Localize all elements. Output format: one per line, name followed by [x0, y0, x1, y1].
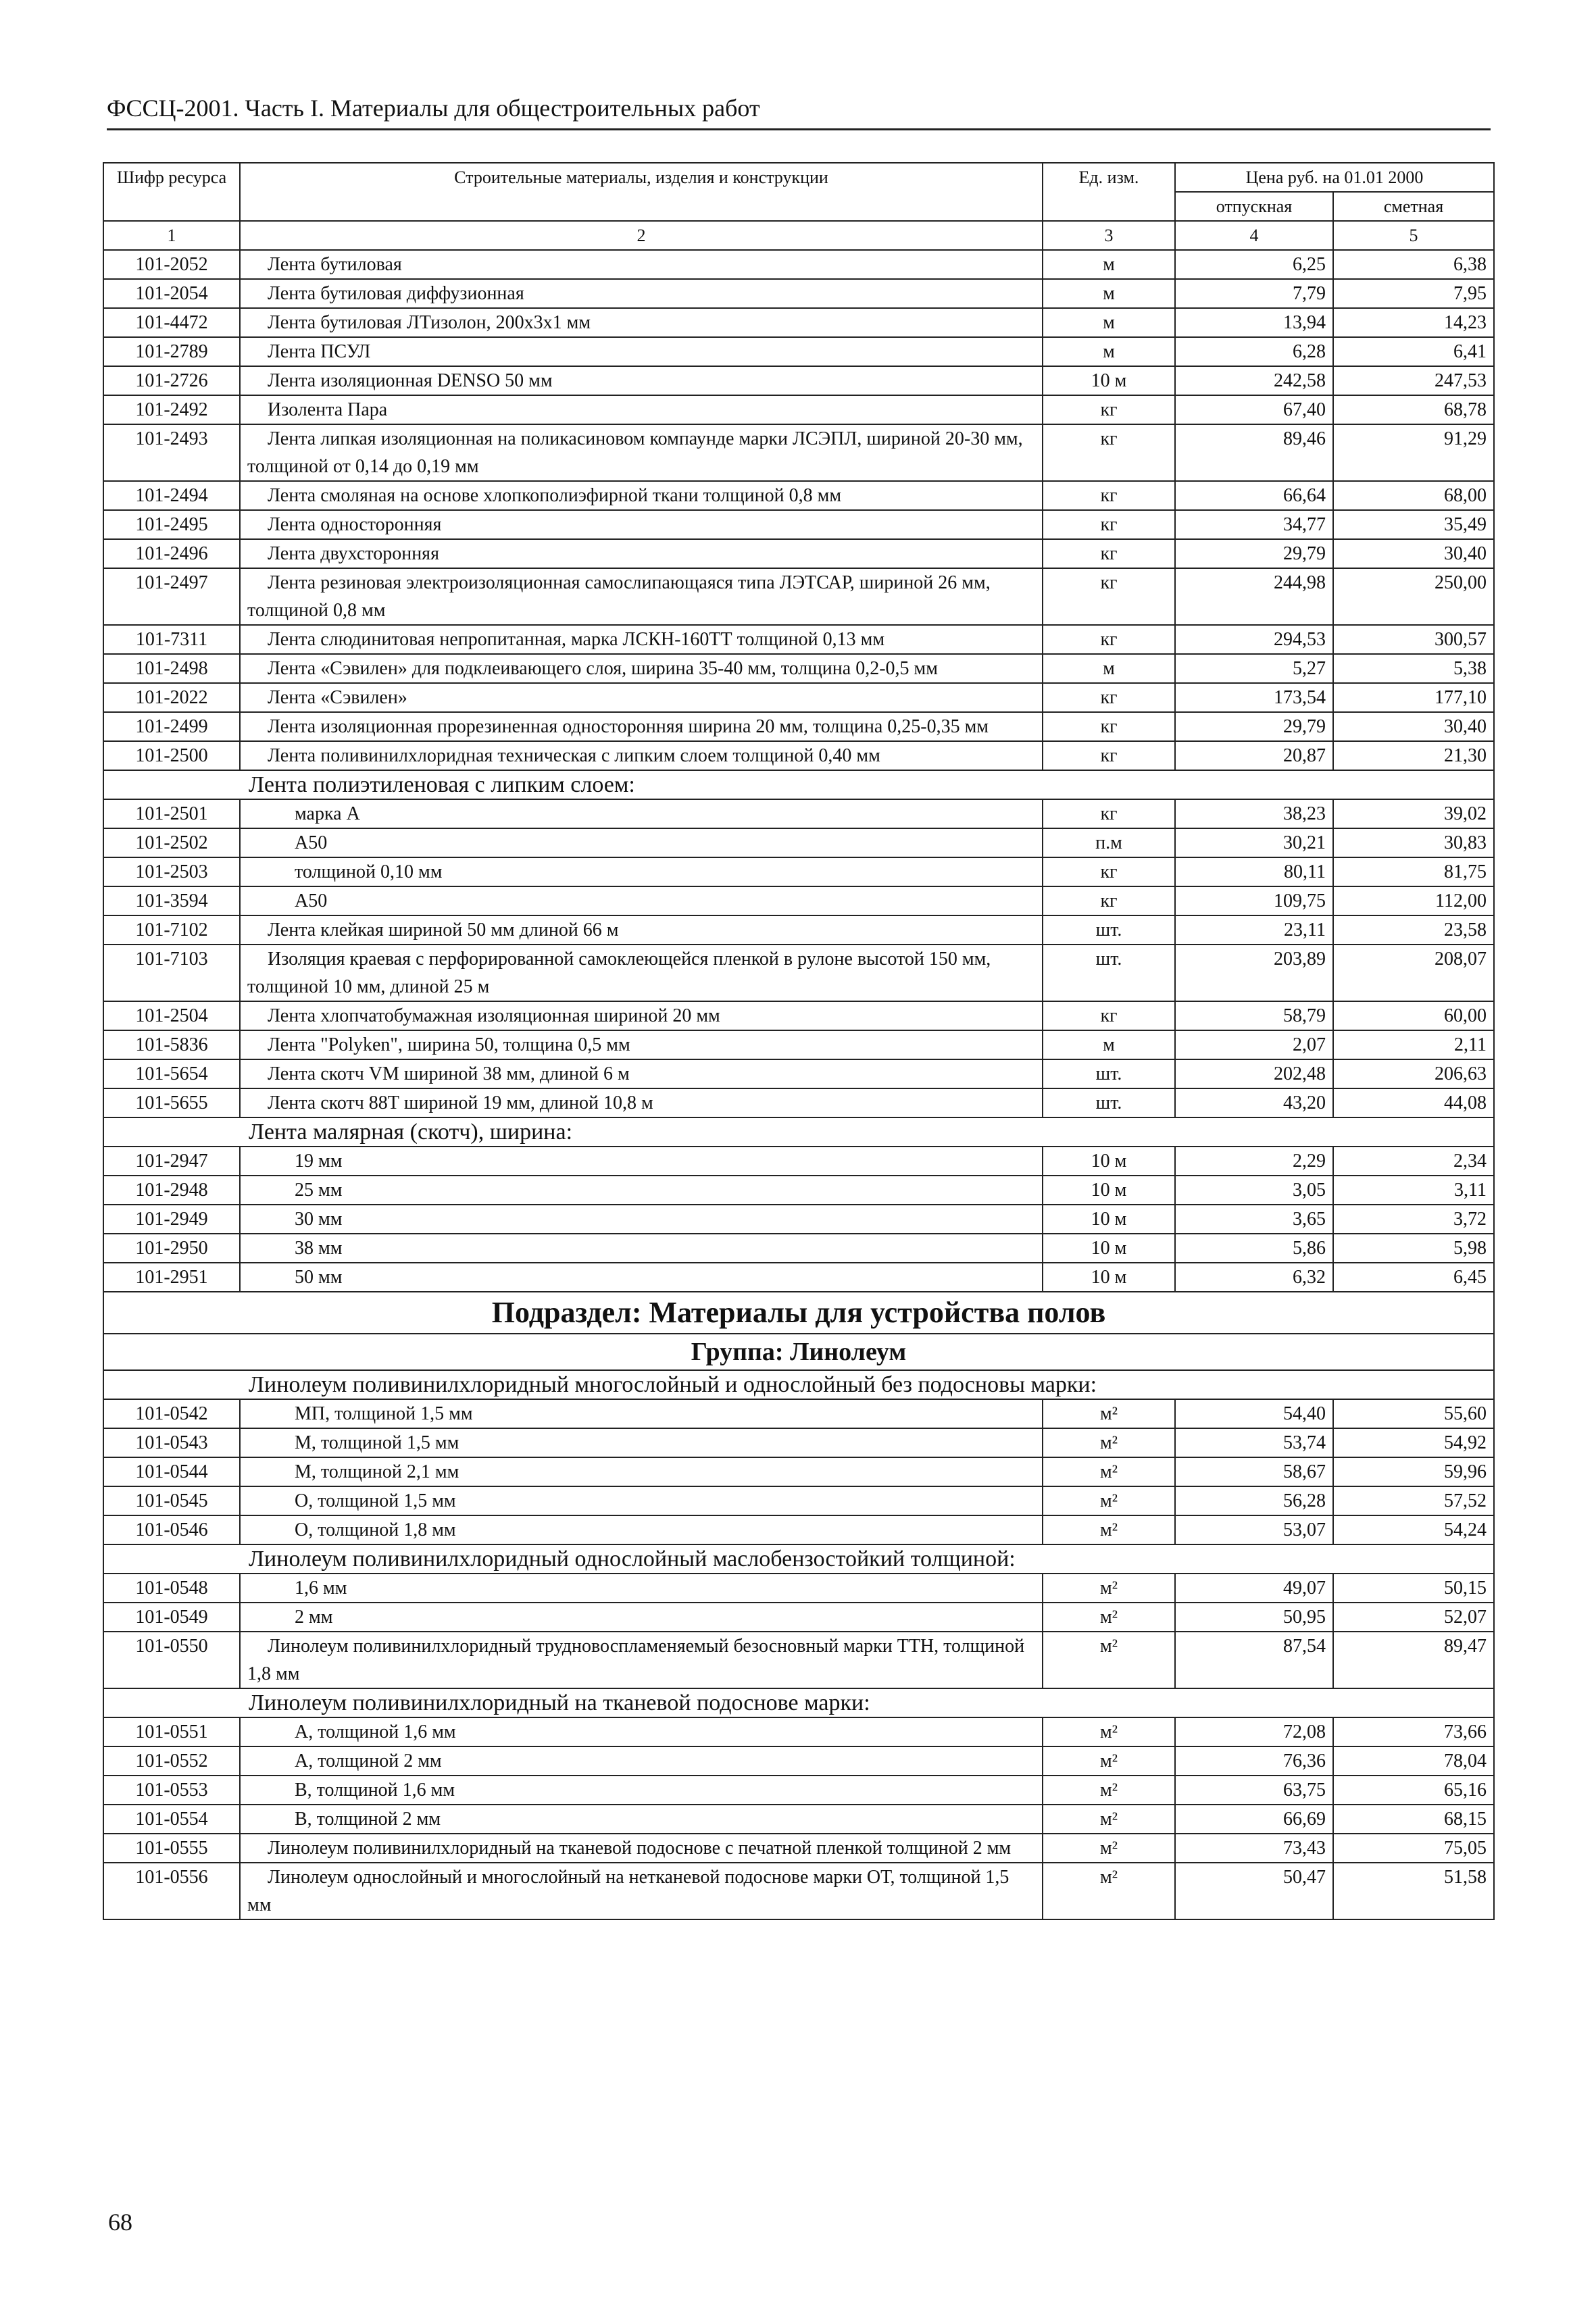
unit-cell: м [1043, 250, 1175, 279]
table-row [103, 1205, 1494, 1234]
release-price: 29,79 [1175, 712, 1333, 741]
unit-cell: кг [1043, 886, 1175, 915]
release-price: 50,47 [1175, 1863, 1333, 1919]
estimate-price: 208,07 [1333, 945, 1494, 1001]
estimate-price: 50,15 [1333, 1574, 1494, 1603]
resource-code: 101-7102 [103, 915, 240, 945]
material-name: Лента изоляционная DENSO 50 мм [240, 366, 1043, 395]
material-name: Лента скотч 88Т шириной 19 мм, длиной 10,8 м [240, 1088, 1043, 1117]
table-row [103, 279, 1494, 308]
group-heading-row [103, 770, 1494, 799]
release-price: 73,43 [1175, 1834, 1333, 1863]
resource-code: 101-2498 [103, 654, 240, 683]
estimate-price: 177,10 [1333, 683, 1494, 712]
unit-cell: м² [1043, 1632, 1175, 1688]
table-row [103, 654, 1494, 683]
unit-cell: м² [1043, 1717, 1175, 1746]
release-price: 67,40 [1175, 395, 1333, 424]
table-row [103, 337, 1494, 366]
table-row [103, 1717, 1494, 1746]
resource-code: 101-2052 [103, 250, 240, 279]
col-number: 2 [240, 221, 1043, 250]
release-price: 13,94 [1175, 308, 1333, 337]
unit-cell: кг [1043, 625, 1175, 654]
table-row [103, 1515, 1494, 1544]
release-price: 76,36 [1175, 1746, 1333, 1776]
table-row [103, 1834, 1494, 1863]
material-name: Лента двухсторонняя [240, 539, 1043, 568]
table-row [103, 1263, 1494, 1292]
col-number: 4 [1175, 221, 1333, 250]
table-row [103, 250, 1494, 279]
group-heading-row [103, 1544, 1494, 1574]
col-number: 3 [1043, 221, 1175, 250]
release-price: 43,20 [1175, 1088, 1333, 1117]
resource-code: 101-0549 [103, 1603, 240, 1632]
release-price: 3,65 [1175, 1205, 1333, 1234]
unit-cell: кг [1043, 683, 1175, 712]
col-header-code: Шифр ресурса [103, 163, 240, 221]
unit-cell: м [1043, 654, 1175, 683]
release-price: 58,67 [1175, 1457, 1333, 1486]
col-number: 1 [103, 221, 240, 250]
material-name: Лента изоляционная прорезиненная односторонняя ширина 20 мм, толщина 0,25-0,35 мм [240, 712, 1043, 741]
section-heading-row [103, 1292, 1494, 1334]
material-name: Изолента Пара [240, 395, 1043, 424]
resource-code: 101-2054 [103, 279, 240, 308]
resource-code: 101-2502 [103, 828, 240, 857]
unit-cell: м² [1043, 1428, 1175, 1457]
resource-code: 101-2492 [103, 395, 240, 424]
table-row [103, 683, 1494, 712]
unit-cell: шт. [1043, 1059, 1175, 1088]
table-row [103, 799, 1494, 828]
release-price: 54,40 [1175, 1399, 1333, 1428]
resource-code: 101-2499 [103, 712, 240, 741]
resource-code: 101-2950 [103, 1234, 240, 1263]
table-row [103, 828, 1494, 857]
release-price: 5,27 [1175, 654, 1333, 683]
unit-cell: кг [1043, 857, 1175, 886]
table-row [103, 424, 1494, 481]
estimate-price: 89,47 [1333, 1632, 1494, 1688]
resource-code: 101-7103 [103, 945, 240, 1001]
table-row [103, 1088, 1494, 1117]
table-row [103, 1457, 1494, 1486]
resource-code: 101-0546 [103, 1515, 240, 1544]
resource-code: 101-0556 [103, 1863, 240, 1919]
estimate-price: 35,49 [1333, 510, 1494, 539]
unit-cell: 10 м [1043, 366, 1175, 395]
resource-code: 101-2497 [103, 568, 240, 625]
unit-cell: шт. [1043, 915, 1175, 945]
estimate-price: 73,66 [1333, 1717, 1494, 1746]
resource-code: 101-0555 [103, 1834, 240, 1863]
material-name: 30 мм [240, 1205, 1043, 1234]
material-name: Лента «Сэвилен» для подклеивающего слоя, ширина 35-40 мм, толщина 0,2-0,5 мм [240, 654, 1043, 683]
unit-cell: кг [1043, 712, 1175, 741]
estimate-price: 51,58 [1333, 1863, 1494, 1919]
material-name: 1,6 мм [240, 1574, 1043, 1603]
resource-code: 101-0545 [103, 1486, 240, 1515]
estimate-price: 68,15 [1333, 1805, 1494, 1834]
unit-cell: кг [1043, 510, 1175, 539]
group-heading-row [103, 1688, 1494, 1717]
table-row [103, 395, 1494, 424]
resource-code: 101-0554 [103, 1805, 240, 1834]
unit-cell: м [1043, 337, 1175, 366]
estimate-price: 60,00 [1333, 1001, 1494, 1030]
unit-cell: шт. [1043, 1088, 1175, 1117]
table-row [103, 1428, 1494, 1457]
section-heading: Подраздел: Материалы для устройства полов [103, 1292, 1494, 1334]
resource-code: 101-2503 [103, 857, 240, 886]
estimate-price: 23,58 [1333, 915, 1494, 945]
unit-cell: кг [1043, 395, 1175, 424]
estimate-price: 44,08 [1333, 1088, 1494, 1117]
table-row [103, 1234, 1494, 1263]
release-price: 29,79 [1175, 539, 1333, 568]
group-heading: Лента полиэтиленовая с липким слоем: [103, 770, 1494, 799]
material-name: 19 мм [240, 1147, 1043, 1176]
table-row [103, 1399, 1494, 1428]
estimate-price: 78,04 [1333, 1746, 1494, 1776]
material-name: М, толщиной 1,5 мм [240, 1428, 1043, 1457]
release-price: 6,28 [1175, 337, 1333, 366]
release-price: 38,23 [1175, 799, 1333, 828]
resource-code: 101-0551 [103, 1717, 240, 1746]
release-price: 49,07 [1175, 1574, 1333, 1603]
resource-code: 101-2494 [103, 481, 240, 510]
material-name: А, толщиной 2 мм [240, 1746, 1043, 1776]
table-row [103, 539, 1494, 568]
table-row [103, 1574, 1494, 1603]
table-row [103, 1805, 1494, 1834]
release-price: 109,75 [1175, 886, 1333, 915]
estimate-price: 52,07 [1333, 1603, 1494, 1632]
estimate-price: 30,40 [1333, 712, 1494, 741]
release-price: 294,53 [1175, 625, 1333, 654]
resource-code: 101-0553 [103, 1776, 240, 1805]
release-price: 58,79 [1175, 1001, 1333, 1030]
col-header-unit: Ед. изм. [1043, 163, 1175, 221]
material-name: марка А [240, 799, 1043, 828]
release-price: 6,25 [1175, 250, 1333, 279]
estimate-price: 81,75 [1333, 857, 1494, 886]
resource-code: 101-5655 [103, 1088, 240, 1117]
material-name: Лента ПСУЛ [240, 337, 1043, 366]
material-name: Лента бутиловая ЛТизолон, 200x3x1 мм [240, 308, 1043, 337]
resource-code: 101-0552 [103, 1746, 240, 1776]
col-number: 5 [1333, 221, 1494, 250]
material-name: Лента скотч VM шириной 38 мм, длиной 6 м [240, 1059, 1043, 1088]
resource-code: 101-2493 [103, 424, 240, 481]
estimate-price: 2,11 [1333, 1030, 1494, 1059]
estimate-price: 55,60 [1333, 1399, 1494, 1428]
unit-cell: м² [1043, 1486, 1175, 1515]
material-name: МП, толщиной 1,5 мм [240, 1399, 1043, 1428]
release-price: 80,11 [1175, 857, 1333, 886]
material-name: 38 мм [240, 1234, 1043, 1263]
estimate-price: 21,30 [1333, 741, 1494, 770]
subgroup-heading-row [103, 1334, 1494, 1370]
unit-cell: м² [1043, 1746, 1175, 1776]
group-heading: Лента малярная (скотч), ширина: [103, 1117, 1494, 1147]
group-heading: Линолеум поливинилхлоридный многослойный и однослойный без подосновы марки: [103, 1370, 1494, 1399]
material-name: Лента клейкая шириной 50 мм длиной 66 м [240, 915, 1043, 945]
table-row [103, 741, 1494, 770]
estimate-price: 6,45 [1333, 1263, 1494, 1292]
material-name: А50 [240, 886, 1043, 915]
material-name: толщиной 0,10 мм [240, 857, 1043, 886]
unit-cell: кг [1043, 424, 1175, 481]
table-row [103, 1746, 1494, 1776]
estimate-price: 68,78 [1333, 395, 1494, 424]
table-row [103, 1863, 1494, 1919]
unit-cell: м [1043, 1030, 1175, 1059]
estimate-price: 7,95 [1333, 279, 1494, 308]
estimate-price: 68,00 [1333, 481, 1494, 510]
unit-cell: 10 м [1043, 1147, 1175, 1176]
estimate-price: 39,02 [1333, 799, 1494, 828]
resource-code: 101-0550 [103, 1632, 240, 1688]
col-header-price-release: отпускная [1175, 192, 1333, 221]
table-row [103, 1001, 1494, 1030]
unit-cell: кг [1043, 741, 1175, 770]
table-row [103, 1603, 1494, 1632]
unit-cell: м [1043, 279, 1175, 308]
estimate-price: 6,38 [1333, 250, 1494, 279]
group-heading-row [103, 1370, 1494, 1399]
material-name: 50 мм [240, 1263, 1043, 1292]
material-name: Лента хлопчатобумажная изоляционная шириной 20 мм [240, 1001, 1043, 1030]
resource-code: 101-0542 [103, 1399, 240, 1428]
resource-code: 101-2949 [103, 1205, 240, 1234]
table-row [103, 308, 1494, 337]
col-header-price-estimate: сметная [1333, 192, 1494, 221]
material-name: Линолеум однослойный и многослойный на нетканевой подоснове марки ОТ, толщиной 1,5 мм [240, 1863, 1043, 1919]
release-price: 63,75 [1175, 1776, 1333, 1805]
table-row [103, 1486, 1494, 1515]
unit-cell: м² [1043, 1603, 1175, 1632]
table-row [103, 886, 1494, 915]
release-price: 72,08 [1175, 1717, 1333, 1746]
resource-code: 101-7311 [103, 625, 240, 654]
material-name: Лента бутиловая [240, 250, 1043, 279]
release-price: 30,21 [1175, 828, 1333, 857]
material-name: Лента слюдинитовая непропитанная, марка ЛСКН-160ТТ толщиной 0,13 мм [240, 625, 1043, 654]
estimate-price: 59,96 [1333, 1457, 1494, 1486]
unit-cell: 10 м [1043, 1234, 1175, 1263]
material-name: Линолеум поливинилхлоридный на тканевой подоснове с печатной пленкой толщиной 2 мм [240, 1834, 1043, 1863]
estimate-price: 54,24 [1333, 1515, 1494, 1544]
unit-cell: 10 м [1043, 1205, 1175, 1234]
resource-code: 101-0544 [103, 1457, 240, 1486]
table-row [103, 481, 1494, 510]
release-price: 53,07 [1175, 1515, 1333, 1544]
unit-cell: м² [1043, 1805, 1175, 1834]
release-price: 5,86 [1175, 1234, 1333, 1263]
table-row [103, 568, 1494, 625]
table-body [103, 250, 1494, 1919]
release-price: 7,79 [1175, 279, 1333, 308]
table-row [103, 1176, 1494, 1205]
col-header-price: Цена руб. на 01.01 2000 [1175, 163, 1494, 192]
release-price: 6,32 [1175, 1263, 1333, 1292]
material-name: В, толщиной 1,6 мм [240, 1776, 1043, 1805]
estimate-price: 75,05 [1333, 1834, 1494, 1863]
table-row [103, 1030, 1494, 1059]
page-header: ФССЦ-2001. Часть I. Материалы для общестроительных работ [107, 93, 1491, 130]
group-heading: Линолеум поливинилхлоридный однослойный маслобензостойкий толщиной: [103, 1544, 1494, 1574]
material-name: Лента бутиловая диффузионная [240, 279, 1043, 308]
resource-code: 101-2726 [103, 366, 240, 395]
resource-code: 101-5654 [103, 1059, 240, 1088]
resource-code: 101-2500 [103, 741, 240, 770]
material-name: 2 мм [240, 1603, 1043, 1632]
page-number: 68 [108, 2209, 132, 2236]
col-header-name: Строительные материалы, изделия и конструкции [240, 163, 1043, 221]
table-row [103, 1632, 1494, 1688]
table-row [103, 366, 1494, 395]
resource-code: 101-0543 [103, 1428, 240, 1457]
table-row [103, 1059, 1494, 1088]
estimate-price: 6,41 [1333, 337, 1494, 366]
estimate-price: 5,38 [1333, 654, 1494, 683]
release-price: 66,69 [1175, 1805, 1333, 1834]
estimate-price: 14,23 [1333, 308, 1494, 337]
estimate-price: 112,00 [1333, 886, 1494, 915]
resource-code: 101-3594 [103, 886, 240, 915]
material-name: 25 мм [240, 1176, 1043, 1205]
resource-code: 101-2022 [103, 683, 240, 712]
group-heading: Линолеум поливинилхлоридный на тканевой подоснове марки: [103, 1688, 1494, 1717]
estimate-price: 65,16 [1333, 1776, 1494, 1805]
resource-code: 101-2947 [103, 1147, 240, 1176]
unit-cell: кг [1043, 568, 1175, 625]
release-price: 202,48 [1175, 1059, 1333, 1088]
unit-cell: п.м [1043, 828, 1175, 857]
estimate-price: 250,00 [1333, 568, 1494, 625]
table-row [103, 1776, 1494, 1805]
estimate-price: 54,92 [1333, 1428, 1494, 1457]
resource-code: 101-2948 [103, 1176, 240, 1205]
material-name: Лента поливинилхлоридная техническая с липким слоем толщиной 0,40 мм [240, 741, 1043, 770]
estimate-price: 247,53 [1333, 366, 1494, 395]
release-price: 66,64 [1175, 481, 1333, 510]
release-price: 56,28 [1175, 1486, 1333, 1515]
resource-code: 101-4472 [103, 308, 240, 337]
unit-cell: м² [1043, 1776, 1175, 1805]
unit-cell: м² [1043, 1515, 1175, 1544]
release-price: 89,46 [1175, 424, 1333, 481]
release-price: 203,89 [1175, 945, 1333, 1001]
unit-cell: кг [1043, 539, 1175, 568]
material-name: О, толщиной 1,5 мм [240, 1486, 1043, 1515]
release-price: 242,58 [1175, 366, 1333, 395]
material-name: Лента смоляная на основе хлопкополиэфирной ткани толщиной 0,8 мм [240, 481, 1043, 510]
table-row [103, 945, 1494, 1001]
estimate-price: 30,83 [1333, 828, 1494, 857]
estimate-price: 2,34 [1333, 1147, 1494, 1176]
material-name: Лента "Polyken", ширина 50, толщина 0,5 мм [240, 1030, 1043, 1059]
release-price: 23,11 [1175, 915, 1333, 945]
release-price: 53,74 [1175, 1428, 1333, 1457]
unit-cell: м [1043, 308, 1175, 337]
material-name: А, толщиной 1,6 мм [240, 1717, 1043, 1746]
table-row [103, 510, 1494, 539]
resource-code: 101-5836 [103, 1030, 240, 1059]
release-price: 2,29 [1175, 1147, 1333, 1176]
material-name: Линолеум поливинилхлоридный трудновоспламеняемый безосновный марки ТТН, толщиной 1,8 мм [240, 1632, 1043, 1688]
table-row [103, 1147, 1494, 1176]
material-name: Лента односторонняя [240, 510, 1043, 539]
release-price: 173,54 [1175, 683, 1333, 712]
estimate-price: 91,29 [1333, 424, 1494, 481]
material-name: Лента «Сэвилен» [240, 683, 1043, 712]
subgroup-heading: Группа: Линолеум [103, 1334, 1494, 1370]
release-price: 3,05 [1175, 1176, 1333, 1205]
material-name: Изоляция краевая с перфорированной самоклеющейся пленкой в рулоне высотой 150 мм, толщиной 10 мм, длиной 25 м [240, 945, 1043, 1001]
resource-code: 101-2789 [103, 337, 240, 366]
unit-cell: м² [1043, 1574, 1175, 1603]
group-heading-row [103, 1117, 1494, 1147]
resource-code: 101-2951 [103, 1263, 240, 1292]
unit-cell: шт. [1043, 945, 1175, 1001]
unit-cell: кг [1043, 799, 1175, 828]
release-price: 50,95 [1175, 1603, 1333, 1632]
material-name: В, толщиной 2 мм [240, 1805, 1043, 1834]
table-row [103, 915, 1494, 945]
unit-cell: м² [1043, 1399, 1175, 1428]
resource-code: 101-2495 [103, 510, 240, 539]
estimate-price: 30,40 [1333, 539, 1494, 568]
estimate-price: 3,11 [1333, 1176, 1494, 1205]
estimate-price: 3,72 [1333, 1205, 1494, 1234]
release-price: 2,07 [1175, 1030, 1333, 1059]
release-price: 20,87 [1175, 741, 1333, 770]
resource-code: 101-2496 [103, 539, 240, 568]
unit-cell: 10 м [1043, 1263, 1175, 1292]
material-name: Лента липкая изоляционная на поликасиновом компаунде марки ЛСЭПЛ, шириной 20-30 мм, толщиной от 0,14 до 0,19 мм [240, 424, 1043, 481]
estimate-price: 5,98 [1333, 1234, 1494, 1263]
unit-cell: кг [1043, 1001, 1175, 1030]
unit-cell: м² [1043, 1457, 1175, 1486]
table-row [103, 857, 1494, 886]
unit-cell: кг [1043, 481, 1175, 510]
release-price: 244,98 [1175, 568, 1333, 625]
unit-cell: м² [1043, 1834, 1175, 1863]
estimate-price: 57,52 [1333, 1486, 1494, 1515]
estimate-price: 206,63 [1333, 1059, 1494, 1088]
unit-cell: 10 м [1043, 1176, 1175, 1205]
release-price: 87,54 [1175, 1632, 1333, 1688]
release-price: 34,77 [1175, 510, 1333, 539]
price-table [103, 162, 1495, 1920]
material-name: О, толщиной 1,8 мм [240, 1515, 1043, 1544]
unit-cell: м² [1043, 1863, 1175, 1919]
material-name: М, толщиной 2,1 мм [240, 1457, 1043, 1486]
estimate-price: 300,57 [1333, 625, 1494, 654]
resource-code: 101-0548 [103, 1574, 240, 1603]
material-name: А50 [240, 828, 1043, 857]
material-name: Лента резиновая электроизоляционная самослипающаяся типа ЛЭТСАР, шириной 26 мм, толщиной 0,8 мм [240, 568, 1043, 625]
table-row [103, 712, 1494, 741]
resource-code: 101-2504 [103, 1001, 240, 1030]
table-row [103, 625, 1494, 654]
resource-code: 101-2501 [103, 799, 240, 828]
